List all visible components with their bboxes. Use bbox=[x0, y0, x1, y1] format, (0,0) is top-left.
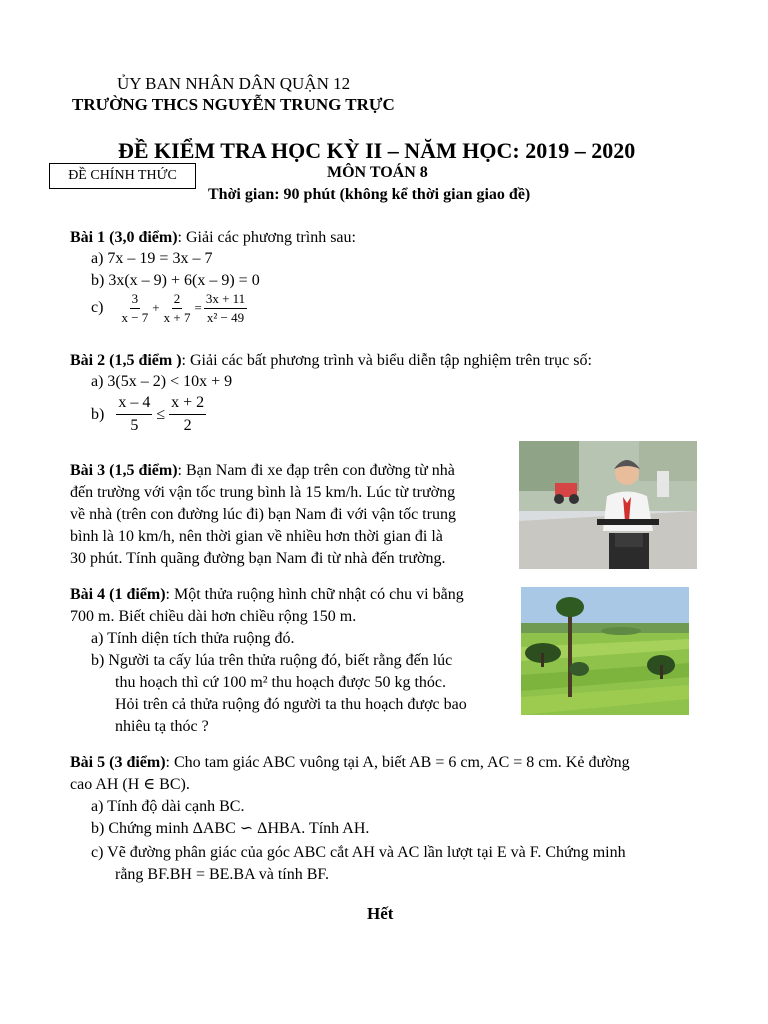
bai4-b-1: b) Người ta cấy lúa trên thửa ruộng đó, biết rằng đến lúc bbox=[91, 652, 453, 669]
bai3-line-4: bình là 10 km/h, nên thời gian về nhiều hơn thời gian đi là bbox=[70, 528, 443, 545]
bai5-text: : Cho tam giác ABC vuông tại A, biết AB = 6 cm, AC = 8 cm. Kẻ đường bbox=[165, 754, 630, 771]
end-marker: Hết bbox=[367, 904, 394, 923]
bai1-a: a) 7x – 19 = 3x – 7 bbox=[91, 250, 213, 267]
rice-field-photo bbox=[521, 587, 689, 715]
bai2-text: : Giải các bất phương trình và biểu diễn tập nghiệm trên trục số: bbox=[181, 352, 592, 369]
bai4-a: a) Tính diện tích thửa ruộng đó. bbox=[91, 630, 295, 647]
time-line: Thời gian: 90 phút (không kể thời gian giao đề) bbox=[208, 186, 531, 203]
student-bicycle-image bbox=[519, 441, 697, 569]
plus-sign: + bbox=[152, 300, 160, 315]
bai3-line-1 bbox=[70, 460, 455, 482]
fraction-numerator: 3 bbox=[130, 290, 141, 309]
leq-sign: ≤ bbox=[156, 405, 166, 423]
bai2-b bbox=[91, 392, 208, 437]
bai1-c-label: c) bbox=[91, 299, 104, 316]
bai2-label: Bài 2 (1,5 điểm ) bbox=[70, 352, 182, 369]
fraction bbox=[169, 392, 206, 437]
bai4-label: Bài 4 (1 điểm) bbox=[70, 586, 166, 603]
bai2-heading bbox=[70, 350, 592, 372]
fraction-denominator: 2 bbox=[183, 417, 192, 434]
header-authority: ỦY BAN NHÂN DÂN QUẬN 12 bbox=[117, 74, 351, 93]
rice-field-image bbox=[521, 587, 689, 715]
fraction-numerator: x – 4 bbox=[116, 392, 152, 415]
bai2-b-label: b) bbox=[91, 405, 105, 423]
bai3-line-5: 30 phút. Tính quãng đường bạn Nam đi từ nhà đến trường. bbox=[70, 550, 446, 567]
bai5-line-1 bbox=[70, 752, 630, 774]
official-stamp: ĐỀ CHÍNH THỨC bbox=[49, 163, 196, 189]
bai1-text: : Giải các phương trình sau: bbox=[177, 229, 356, 246]
bai4-line-1 bbox=[70, 584, 464, 606]
bai5-b: b) Chứng minh ΔABC ∽ ΔHBA. Tính AH. bbox=[91, 820, 370, 837]
fraction bbox=[204, 290, 247, 327]
bai4-b-2: thu hoạch thì cứ 100 m² thu hoạch được 50 kg thóc. bbox=[115, 674, 446, 691]
student-bicycle-photo bbox=[519, 441, 697, 569]
bai1-b: b) 3x(x – 9) + 6(x – 9) = 0 bbox=[91, 272, 260, 289]
bai5-c-2: rằng BF.BH = BE.BA và tính BF. bbox=[115, 866, 330, 883]
bai1-label: Bài 1 (3,0 điểm) bbox=[70, 229, 178, 246]
fraction-numerator: 2 bbox=[172, 290, 183, 309]
bai4-b-3: Hỏi trên cả thửa ruộng đó người ta thu hoạch được bao bbox=[115, 696, 467, 713]
bai4-text: : Một thửa ruộng hình chữ nhật có chu vi bằng bbox=[165, 586, 464, 603]
bai5-c-1: c) Vẽ đường phân giác của góc ABC cắt AH và AC lần lượt tại E và F. Chứng minh bbox=[91, 844, 626, 861]
fraction-numerator: x + 2 bbox=[169, 392, 206, 415]
bai4-line-2: 700 m. Biết chiều dài hơn chiều rộng 150 m. bbox=[70, 608, 357, 625]
fraction-denominator: x² − 49 bbox=[206, 309, 245, 325]
bai1-heading bbox=[70, 227, 356, 249]
bai3-line-2: đến trường với vận tốc trung bình là 15 km/h. Lúc từ trường bbox=[70, 484, 456, 501]
fraction bbox=[162, 290, 193, 327]
bai3-text: : Bạn Nam đi xe đạp trên con đường từ nhà bbox=[177, 462, 455, 479]
subject-line: MÔN TOÁN 8 bbox=[327, 164, 428, 181]
fraction-denominator: x + 7 bbox=[163, 309, 191, 325]
bai3-label: Bài 3 (1,5 điểm) bbox=[70, 462, 178, 479]
fraction bbox=[119, 290, 150, 327]
bai4-b-4: nhiêu tạ thóc ? bbox=[115, 718, 209, 735]
fraction bbox=[116, 392, 152, 437]
bai1-c bbox=[91, 289, 249, 327]
bai3-line-3: về nhà (trên con đường lúc đi) bạn Nam đi với vận tốc trung bbox=[70, 506, 456, 523]
page-title: ĐỀ KIỂM TRA HỌC KỲ II – NĂM HỌC: 2019 – 2020 bbox=[118, 138, 636, 163]
header-school: TRƯỜNG THCS NGUYỄN TRUNG TRỰC bbox=[72, 95, 395, 114]
fraction-denominator: x − 7 bbox=[121, 309, 149, 325]
bai2-a: a) 3(5x – 2) < 10x + 9 bbox=[91, 373, 233, 390]
bai5-line-2: cao AH (H ∈ BC). bbox=[70, 776, 190, 793]
fraction-denominator: 5 bbox=[130, 417, 139, 434]
fraction-numerator: 3x + 11 bbox=[204, 290, 247, 309]
bai5-label: Bài 5 (3 điểm) bbox=[70, 754, 166, 771]
equals-sign: = bbox=[194, 300, 202, 315]
bai5-a: a) Tính độ dài cạnh BC. bbox=[91, 798, 245, 815]
